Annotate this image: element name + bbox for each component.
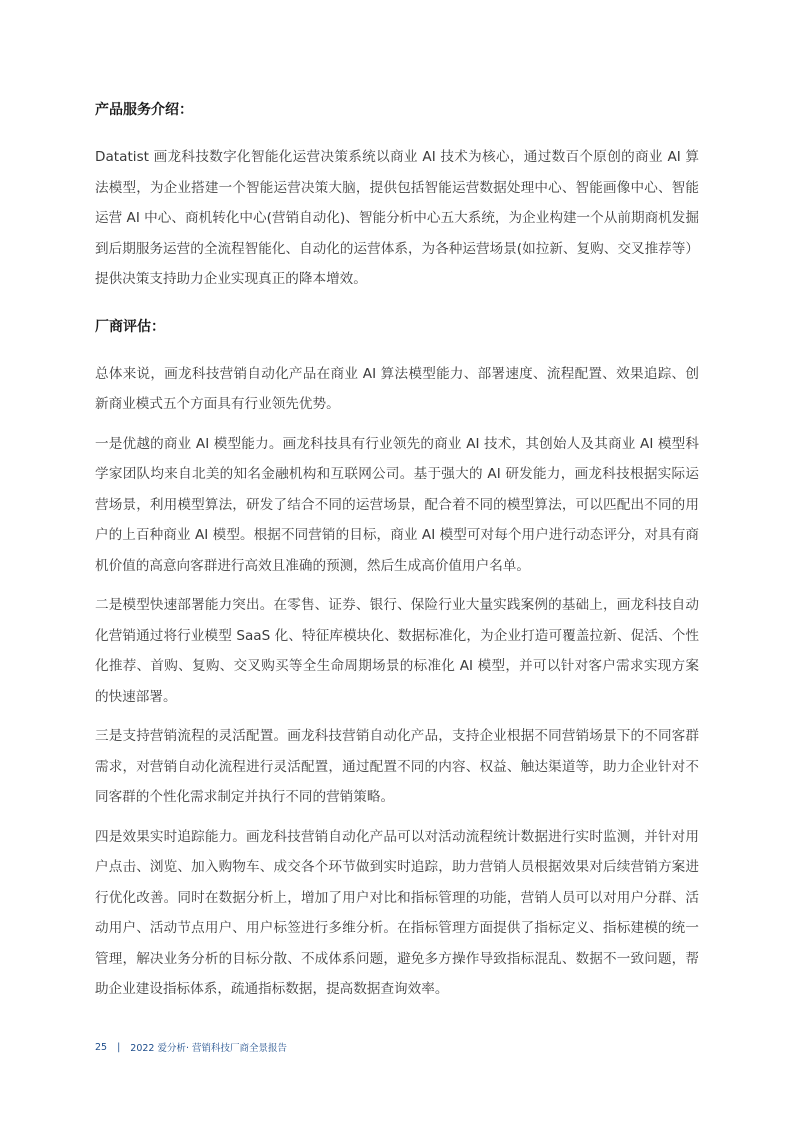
page-content [95, 95, 699, 1005]
report-title: 2022 爱分析· 营销科技厂商全景报告 [130, 1043, 288, 1054]
evaluation-point-1: 一是优越的商业 AI 模型能力。画龙科技具有行业领先的商业 AI 技术，其创始人及其商业 AI 模型科学家团队均来自北美的知名金融机构和互联网公司。基于强大的 AI 研发能力，画龙科技根据实际运营场景，利用模型算法，研发了结合不同的运营场景，配合着不同的模型算法，可以匹配出不同的用户的上百种商业 AI 模型。根据不同营销的目标，商业 AI 模型可对每个用户进行动态评分，对具有商机价值的高意向客群进行高效且准确的预测，然后生成高价值用户名单。 [95, 435, 699, 574]
page-footer [95, 1040, 287, 1054]
evaluation-point-4: 四是效果实时追踪能力。画龙科技营销自动化产品可以对活动流程统计数据进行实时监测，并针对用户点击、浏览、加入购物车、成交各个环节做到实时追踪，助力营销人员根据效果对后续营销方案进行优化改善。同时在数据分析上，增加了用户对比和指标管理的功能，营销人员可以对用户分群、活动用户、活动节点用户、用户标签进行多维分析。在指标管理方面提供了指标定义、指标建模的统一管理，解决业务分析的目标分散、不成体系问题，避免多方操作导致指标混乱、数据不一致问题，帮助企业建设指标体系，疏通指标数据，提高数据查询效率。 [95, 828, 699, 997]
evaluation-heading: 厂商评估： [95, 318, 165, 335]
evaluation-point-2: 二是模型快速部署能力突出。在零售、证券、银行、保险行业大量实践案例的基础上，画龙科技自动化营销通过将行业模型 SaaS 化、特征库模块化、数据标准化，为企业打造可覆盖拉新、促活、个性化推荐、首购、复购、交叉购买等全生命周期场景的标准化 AI 模型，并可以针对客户需求实现方案的快速部署。 [95, 597, 699, 705]
product-paragraph: Datatist 画龙科技数字化智能化运营决策系统以商业 AI 技术为核心，通过数百个原创的商业 AI 算法模型，为企业搭建一个智能运营决策大脑，提供包括智能运营数据处理中心、智能画像中心、智能运营 AI 中心、商机转化中心(营销自动化)、智能分析中心五大系统，为企业构建一个从前期商机发掘到后期服务运营的全流程智能化、自动化的运营体系，为各种运营场景(如拉新、复购、交叉推荐等）提供决策支持助力企业实现真正的降本增效。 [95, 149, 699, 287]
evaluation-point-3: 三是支持营销流程的灵活配置。画龙科技营销自动化产品，支持企业根据不同营销场景下的不同客群需求，对营销自动化流程进行灵活配置，通过配置不同的内容、权益、触达渠道等，助力企业针对不同客群的个性化需求制定并执行不同的营销策略。 [95, 728, 699, 805]
evaluation-summary: 总体来说，画龙科技营销自动化产品在商业 AI 算法模型能力、部署速度、流程配置、效果追踪、创新商业模式五个方面具有行业领先优势。 [95, 365, 699, 412]
page-number: 25 [95, 1041, 108, 1053]
product-heading: 产品服务介绍： [95, 102, 193, 118]
footer-separator: | [117, 1041, 121, 1053]
